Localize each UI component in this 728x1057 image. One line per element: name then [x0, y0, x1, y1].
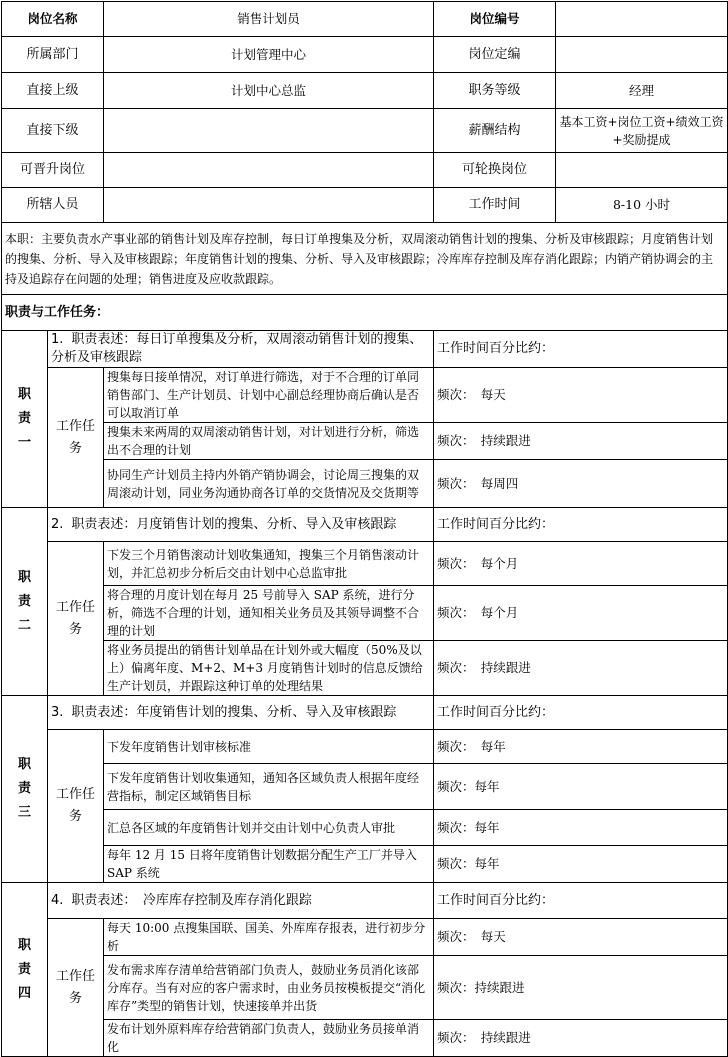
duty-4-task-2-frequency: 频次：持续跟进	[434, 956, 728, 1020]
department-value: 计划管理中心	[104, 37, 434, 73]
duty-4-task-3-frequency: 频次： 持续跟进	[434, 1020, 728, 1057]
working-hours-label: 工作时间	[434, 188, 556, 223]
duty-4-task-label: 工作任务	[48, 919, 104, 1057]
staff-value	[104, 188, 434, 223]
duty-4-task-3: 发布计划外原料库存给营销部门负责人，鼓励业务员接单消化	[104, 1020, 434, 1057]
duty-1-task-1: 搜集每日接单情况，对订单进行筛选，对于不合理的订单同销售部门、生产计划员、计划中心副总经理协商后确认是否可以取消订单	[104, 368, 434, 423]
duty-3-task-1-frequency: 频次： 每年	[434, 730, 728, 764]
job-description-table	[1, 1, 728, 1057]
job-grade-label: 职务等级	[434, 73, 556, 109]
working-hours-value: 8-10 小时	[556, 188, 728, 223]
duty-4-task-1-frequency: 频次： 每天	[434, 919, 728, 956]
headcount-label: 岗位定编	[434, 37, 556, 73]
duty-4-task-2: 发布需求库存清单给营销部门负责人，鼓励业务员消化该部分库存。当有对应的客户需求时，由业务员按模板提交“消化库存”类型的销售计划，快速接单并出货	[104, 956, 434, 1020]
duty-1-task-1-frequency: 频次： 每天	[434, 368, 728, 423]
duty-3-task-4: 每年 12 月 15 日将年度销售计划数据分配生产工厂并导入 SAP 系统	[104, 846, 434, 883]
salary-structure-value: 基本工资+岗位工资+绩效工资+奖励提成	[556, 109, 728, 153]
duty-3-percent-label: 工作时间百分比约：	[434, 696, 728, 730]
duty-3-task-1: 下发年度销售计划审核标准	[104, 730, 434, 764]
duty-3-statement: 3. 职责表述：年度销售计划的搜集、分析、导入及审核跟踪	[48, 696, 434, 730]
direct-subordinate-label: 直接下级	[2, 109, 104, 153]
duty-4-statement: 4. 职责表述： 冷库库存控制及库存消化跟踪	[48, 883, 434, 919]
job-code-value	[556, 2, 728, 37]
duty-3-name: 职 责 三	[2, 696, 48, 883]
duty-2-task-3-frequency: 频次： 持续跟进	[434, 641, 728, 696]
duty-3-task-4-frequency: 频次：每年	[434, 846, 728, 883]
duty-2-task-1-frequency: 频次： 每个月	[434, 542, 728, 586]
direct-superior-label: 直接上级	[2, 73, 104, 109]
direct-superior-value: 计划中心总监	[104, 73, 434, 109]
duty-1-statement: 1. 职责表述：每日订单搜集及分析，双周滚动销售计划的搜集、分析及审核跟踪	[48, 331, 434, 368]
promotion-label: 可晋升岗位	[2, 153, 104, 188]
salary-structure-label: 薪酬结构	[434, 109, 556, 153]
duty-2-statement: 2. 职责表述：月度销售计划的搜集、分析、导入及审核跟踪	[48, 508, 434, 542]
duty-2-task-2-frequency: 频次： 每个月	[434, 586, 728, 641]
duty-3-task-2-frequency: 频次：每年	[434, 764, 728, 810]
job-summary: 本职：主要负责水产事业部的销售计划及库存控制，每日订单搜集及分析，双周滚动销售计划的搜集、分析及审核跟踪；月度销售计划的搜集、分析、导入及审核跟踪；年度销售计划的搜集、分析、导入及审核跟踪；冷库库存控制及库存消化跟踪；内销产销协调会的主持及追踪存在问题的处理；销售进度及应收款跟踪。	[2, 223, 728, 295]
job-grade-value: 经理	[556, 73, 728, 109]
duty-4-percent-label: 工作时间百分比约：	[434, 883, 728, 919]
job-title-label: 岗位名称	[2, 2, 104, 37]
duty-1-task-label: 工作任务	[48, 368, 104, 508]
duty-3-task-label: 工作任务	[48, 730, 104, 883]
duty-3-task-3: 汇总各区域的年度销售计划并交由计划中心负责人审批	[104, 810, 434, 846]
staff-label: 所辖人员	[2, 188, 104, 223]
duty-1-task-2: 搜集未来两周的双周滚动销售计划，对计划进行分析，筛选出不合理的计划	[104, 423, 434, 460]
department-label: 所属部门	[2, 37, 104, 73]
duty-1-percent-label: 工作时间百分比约：	[434, 331, 728, 368]
duty-1-task-2-frequency: 频次： 持续跟进	[434, 423, 728, 460]
duty-4-task-1: 每天 10:00 点搜集国联、国美、外库库存报表，进行初步分析	[104, 919, 434, 956]
duty-2-percent-label: 工作时间百分比约：	[434, 508, 728, 542]
duty-3-task-3-frequency: 频次：每年	[434, 810, 728, 846]
duty-3-task-2: 下发年度销售计划收集通知，通知各区域负责人根据年度经营指标，制定区域销售目标	[104, 764, 434, 810]
rotation-label: 可轮换岗位	[434, 153, 556, 188]
duty-1-name: 职 责 一	[2, 331, 48, 508]
direct-subordinate-value	[104, 109, 434, 153]
rotation-value	[556, 153, 728, 188]
duty-2-task-label: 工作任务	[48, 542, 104, 696]
duties-title: 职责与工作任务：	[2, 295, 728, 331]
job-code-label: 岗位编号	[434, 2, 556, 37]
headcount-value	[556, 37, 728, 73]
duty-2-task-2: 将合理的月度计划在每月 25 号前导入 SAP 系统，进行分析，筛选不合理的计划，通知相关业务员及其领导调整不合理的计划	[104, 586, 434, 641]
duty-2-task-1: 下发三个月销售滚动计划收集通知，搜集三个月销售滚动计划，并汇总初步分析后交由计划中心总监审批	[104, 542, 434, 586]
duty-1-task-3: 协同生产计划员主持内外销产销协调会，讨论周三搜集的双周滚动计划，同业务沟通协商各订单的交货情况及交货期等	[104, 460, 434, 508]
duty-2-task-3: 将业务员提出的销售计划单品在计划外或大幅度（50%及以上）偏离年度、M+2、M+3 月度销售计划时的信息反馈给生产计划员，并跟踪这种订单的处理结果	[104, 641, 434, 696]
duty-2-name: 职 责 二	[2, 508, 48, 696]
promotion-value	[104, 153, 434, 188]
duty-1-task-3-frequency: 频次： 每周四	[434, 460, 728, 508]
duty-4-name: 职 责 四	[2, 883, 48, 1057]
job-title-value: 销售计划员	[104, 2, 434, 37]
